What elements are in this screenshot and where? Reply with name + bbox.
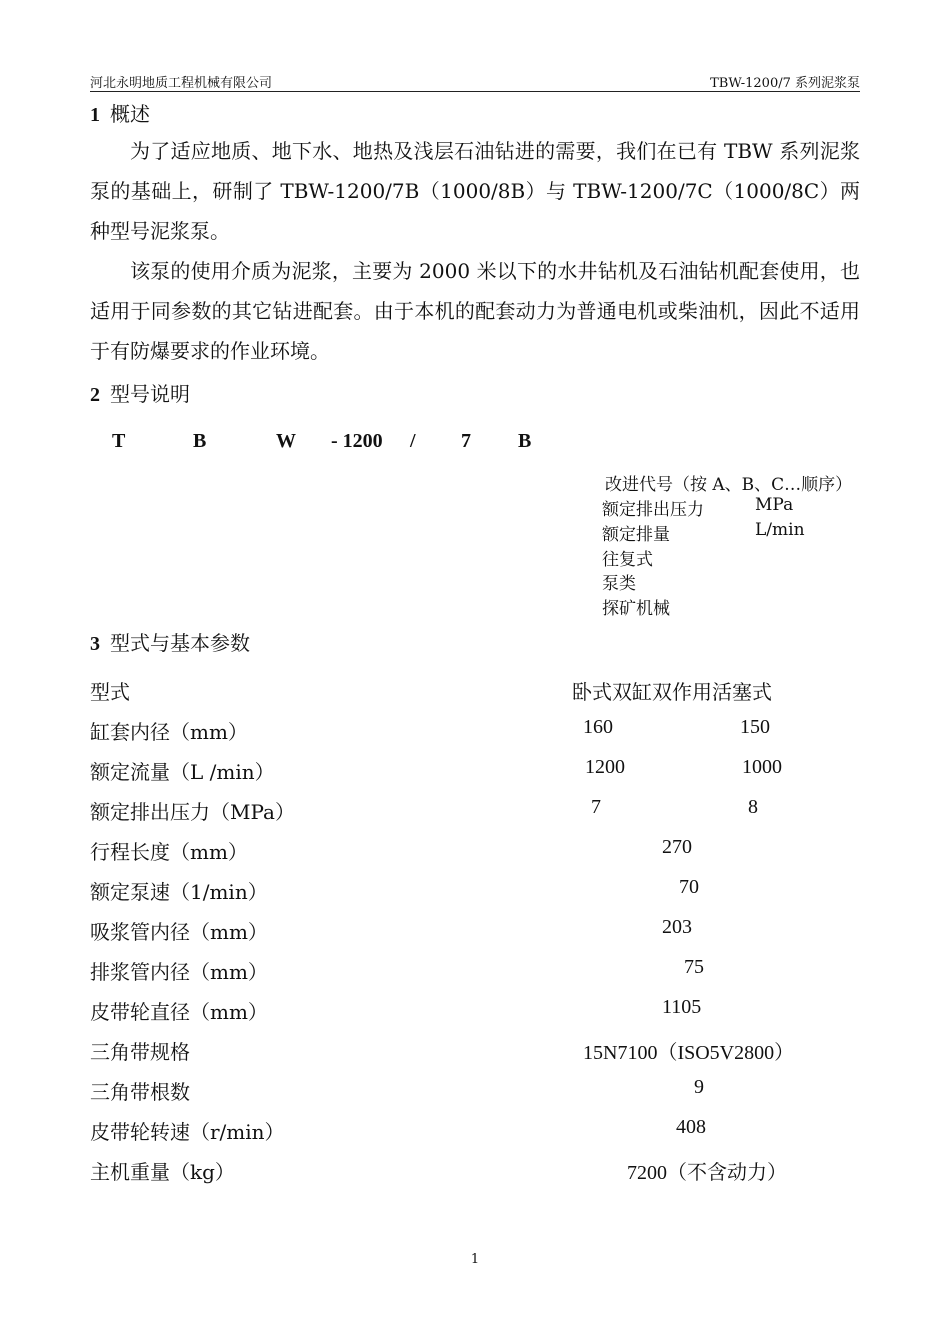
legend-rated-flow: 额定排量 — [602, 525, 670, 545]
model-code-letter-b: B — [193, 430, 207, 452]
param-label-pump-speed: 额定泵速（1/min） — [90, 880, 268, 904]
param-value-rated-flow-2: 1000 — [742, 756, 782, 778]
param-value-vbelt-count: 9 — [694, 1076, 704, 1098]
section-2-title: 型号说明 — [110, 382, 190, 406]
model-code-pressure: 7 — [461, 430, 471, 452]
section-1-body — [90, 131, 860, 371]
model-code-letter-w: W — [276, 430, 296, 452]
section-1-number: 1 — [90, 104, 100, 126]
legend-rated-flow-unit: L/min — [755, 520, 805, 540]
param-value-rated-flow-1: 1200 — [585, 756, 625, 778]
param-value-discharge-bore: 75 — [684, 956, 704, 978]
legend-rated-pressure: 额定排出压力 — [602, 500, 704, 520]
model-code-letter-t: T — [112, 430, 126, 452]
param-label-rated-pressure: 额定排出压力（MPa） — [90, 800, 295, 824]
model-code-slash: / — [410, 430, 416, 452]
legend-rated-pressure-unit: MPa — [755, 495, 794, 515]
param-label-vbelt-spec: 三角带规格 — [90, 1040, 190, 1064]
model-code-flow: - 1200 — [331, 430, 383, 452]
param-value-vbelt-spec: 15N7100（ISO5V2800） — [583, 1042, 795, 1064]
param-label-stroke-length: 行程长度（mm） — [90, 840, 248, 864]
param-label-pulley-diameter: 皮带轮直径（mm） — [90, 1000, 268, 1024]
param-value-stroke-length: 270 — [662, 836, 692, 858]
param-label-type: 型式 — [90, 680, 130, 704]
param-label-rated-flow: 额定流量（L /min） — [90, 760, 275, 784]
param-value-rated-pressure-2: 8 — [748, 796, 758, 818]
section-2-heading — [90, 378, 190, 407]
section-3-number: 3 — [90, 633, 100, 655]
section-1-heading — [90, 98, 150, 127]
page-number: 1 — [470, 1252, 480, 1267]
param-value-pump-speed: 70 — [679, 876, 699, 898]
legend-revision-code: 改进代号（按 A、B、C…顺序） — [605, 475, 853, 495]
section-2-number: 2 — [90, 384, 100, 406]
param-value-suction-bore: 203 — [662, 916, 692, 938]
param-value-pulley-diameter: 1105 — [662, 996, 702, 1018]
param-label-discharge-bore: 排浆管内径（mm） — [90, 960, 268, 984]
header-company: 河北永明地质工程机械有限公司 — [90, 76, 273, 91]
legend-pump-class: 泵类 — [602, 574, 636, 594]
param-value-pulley-speed: 408 — [676, 1116, 706, 1138]
model-code-revision: B — [518, 430, 532, 452]
section-1-title: 概述 — [110, 102, 150, 126]
header-rule — [90, 91, 860, 92]
param-value-liner-bore-2: 150 — [740, 716, 770, 738]
legend-exploration-machinery: 探矿机械 — [602, 599, 670, 619]
param-label-suction-bore: 吸浆管内径（mm） — [90, 920, 268, 944]
param-value-type: 卧式双缸双作用活塞式 — [572, 680, 772, 704]
header-product: TBW-1200/7 系列泥浆泵 — [710, 76, 860, 91]
section-3-title: 型式与基本参数 — [110, 631, 250, 655]
param-value-unit-weight: 7200（不含动力） — [627, 1162, 787, 1184]
param-label-pulley-speed: 皮带轮转速（r/min） — [90, 1120, 285, 1144]
param-value-liner-bore-1: 160 — [583, 716, 613, 738]
param-label-unit-weight: 主机重量（kg） — [90, 1160, 235, 1184]
section-1-paragraph-1: 为了适应地质、地下水、地热及浅层石油钻进的需要，我们在已有 TBW 系列泥浆泵的基础上，研制了 TBW-1200/7B（1000/8B）与 TBW-1200/7C（1000/8C）两种型号泥浆泵。 — [90, 139, 860, 243]
param-label-vbelt-count: 三角带根数 — [90, 1080, 190, 1104]
param-label-liner-bore: 缸套内径（mm） — [90, 720, 248, 744]
param-value-rated-pressure-1: 7 — [591, 796, 601, 818]
section-3-heading — [90, 627, 250, 656]
legend-reciprocating: 往复式 — [602, 550, 653, 570]
section-1-paragraph-2: 该泵的使用介质为泥浆，主要为 2000 米以下的水井钻机及石油钻机配套使用，也适用于同参数的其它钻进配套。由于本机的配套动力为普通电机或柴油机，因此不适用于有防爆要求的作业环境。 — [90, 259, 860, 363]
